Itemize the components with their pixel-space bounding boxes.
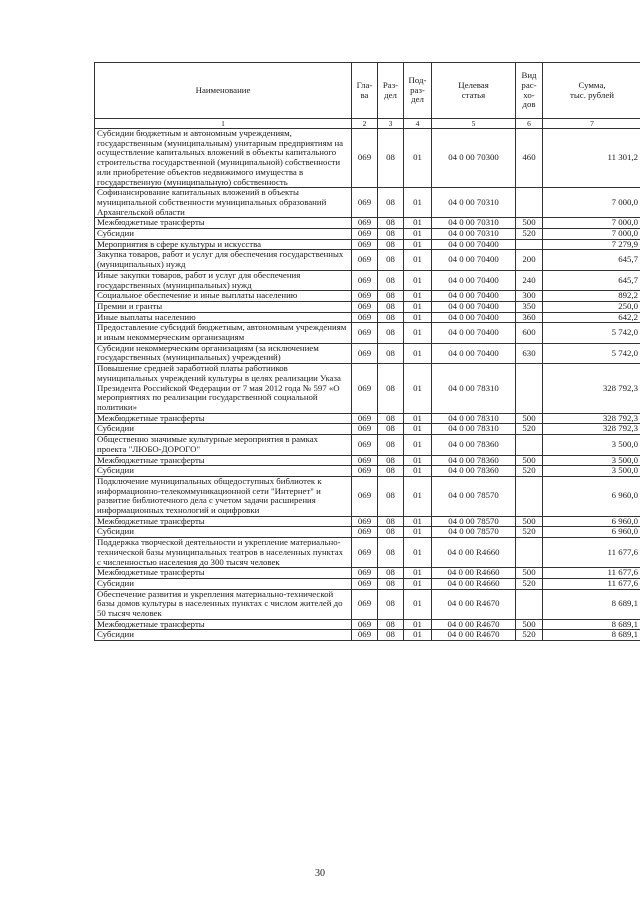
cell-chapter: 069 xyxy=(352,343,378,363)
cell-section: 08 xyxy=(378,538,404,568)
cell-target-article: 04 0 00 78360 xyxy=(432,466,516,477)
table-row xyxy=(95,578,640,589)
cell-subsection: 01 xyxy=(404,301,432,312)
cell-target-article: 04 0 00 70310 xyxy=(432,229,516,240)
cell-section: 08 xyxy=(378,229,404,240)
header-target-article: Целевая статья xyxy=(432,63,516,119)
cell-subsection: 01 xyxy=(404,589,432,619)
table-row xyxy=(95,619,640,630)
cell-amount: 642,2 xyxy=(543,312,640,323)
cell-name: Межбюджетные трансферты xyxy=(95,218,352,229)
cell-expense-type: 500 xyxy=(516,516,543,527)
cell-expense-type: 520 xyxy=(516,527,543,538)
page-number: 30 xyxy=(315,868,325,879)
cell-subsection: 01 xyxy=(404,527,432,538)
cell-chapter: 069 xyxy=(352,630,378,641)
header-name: Наименование xyxy=(95,63,352,119)
table-row xyxy=(95,568,640,579)
cell-target-article: 04 0 00 70310 xyxy=(432,188,516,218)
cell-target-article: 04 0 00 78570 xyxy=(432,527,516,538)
table-row xyxy=(95,455,640,466)
table-row xyxy=(95,239,640,250)
cell-section: 08 xyxy=(378,218,404,229)
table-row xyxy=(95,527,640,538)
cell-name: Обеспечение развития и укрепления материально-технической базы домов культуры в населенных пунктах с числом жителей до 50 тысяч человек xyxy=(95,589,352,619)
table-row xyxy=(95,589,640,619)
table-row xyxy=(95,129,640,188)
cell-section: 08 xyxy=(378,455,404,466)
cell-section: 08 xyxy=(378,527,404,538)
cell-section: 08 xyxy=(378,619,404,630)
cell-subsection: 01 xyxy=(404,466,432,477)
cell-target-article: 04 0 00 78310 xyxy=(432,424,516,435)
cell-amount: 11 677,6 xyxy=(543,568,640,579)
cell-expense-type: 520 xyxy=(516,630,543,641)
cell-target-article: 04 0 00 R4660 xyxy=(432,538,516,568)
table-row xyxy=(95,364,640,414)
table-row xyxy=(95,538,640,568)
cell-subsection: 01 xyxy=(404,413,432,424)
table-row xyxy=(95,218,640,229)
cell-subsection: 01 xyxy=(404,250,432,270)
cell-expense-type: 500 xyxy=(516,218,543,229)
cell-chapter: 069 xyxy=(352,589,378,619)
table-row xyxy=(95,312,640,323)
cell-name: Субсидии xyxy=(95,578,352,589)
table-row xyxy=(95,188,640,218)
table-row xyxy=(95,516,640,527)
cell-chapter: 069 xyxy=(352,250,378,270)
cell-chapter: 069 xyxy=(352,527,378,538)
cell-subsection: 01 xyxy=(404,323,432,343)
cell-expense-type xyxy=(516,435,543,455)
cell-target-article: 04 0 00 78570 xyxy=(432,476,516,516)
cell-chapter: 069 xyxy=(352,218,378,229)
cell-name: Субсидии xyxy=(95,527,352,538)
cell-amount: 328 792,3 xyxy=(543,364,640,414)
cell-subsection: 01 xyxy=(404,129,432,188)
cell-section: 08 xyxy=(378,435,404,455)
cell-subsection: 01 xyxy=(404,270,432,290)
cell-subsection: 01 xyxy=(404,424,432,435)
cell-section: 08 xyxy=(378,291,404,302)
cell-section: 08 xyxy=(378,466,404,477)
cell-target-article: 04 0 00 70400 xyxy=(432,250,516,270)
cell-target-article: 04 0 00 70400 xyxy=(432,270,516,290)
cell-name: Поддержка творческой деятельности и укрепление материально-технической базы муниципальных театров в населенных пунктах с численностью населения до 300 тысяч человек xyxy=(95,538,352,568)
cell-expense-type: 500 xyxy=(516,413,543,424)
cell-expense-type: 360 xyxy=(516,312,543,323)
cell-expense-type: 500 xyxy=(516,619,543,630)
cell-section: 08 xyxy=(378,630,404,641)
column-number-row xyxy=(95,119,640,129)
cell-chapter: 069 xyxy=(352,129,378,188)
table-row xyxy=(95,291,640,302)
cell-subsection: 01 xyxy=(404,578,432,589)
cell-section: 08 xyxy=(378,364,404,414)
cell-amount: 645,7 xyxy=(543,250,640,270)
cell-amount: 7 279,9 xyxy=(543,239,640,250)
cell-chapter: 069 xyxy=(352,188,378,218)
cell-name: Субсидии xyxy=(95,229,352,240)
cell-target-article: 04 0 00 70400 xyxy=(432,343,516,363)
table-row xyxy=(95,466,640,477)
cell-amount: 3 500,0 xyxy=(543,466,640,477)
table-row xyxy=(95,250,640,270)
cell-target-article: 04 0 00 R4660 xyxy=(432,568,516,579)
cell-name: Субсидии некоммерческим организациям (за исключением государственных (муниципальных) учреждений) xyxy=(95,343,352,363)
cell-expense-type: 350 xyxy=(516,301,543,312)
column-number: 7 xyxy=(543,119,640,129)
cell-chapter: 069 xyxy=(352,229,378,240)
cell-name: Субсидии xyxy=(95,466,352,477)
column-number: 4 xyxy=(404,119,432,129)
cell-chapter: 069 xyxy=(352,270,378,290)
cell-expense-type: 630 xyxy=(516,343,543,363)
cell-target-article: 04 0 00 78360 xyxy=(432,435,516,455)
cell-amount: 3 500,0 xyxy=(543,455,640,466)
cell-chapter: 069 xyxy=(352,291,378,302)
column-number: 2 xyxy=(352,119,378,129)
cell-target-article: 04 0 00 70400 xyxy=(432,291,516,302)
cell-subsection: 01 xyxy=(404,229,432,240)
cell-subsection: 01 xyxy=(404,364,432,414)
table-row xyxy=(95,424,640,435)
table-row xyxy=(95,435,640,455)
cell-target-article: 04 0 00 70310 xyxy=(432,218,516,229)
cell-target-article: 04 0 00 70400 xyxy=(432,301,516,312)
cell-subsection: 01 xyxy=(404,312,432,323)
table-body xyxy=(95,129,640,641)
cell-target-article: 04 0 00 R4670 xyxy=(432,619,516,630)
cell-subsection: 01 xyxy=(404,568,432,579)
cell-subsection: 01 xyxy=(404,516,432,527)
cell-expense-type xyxy=(516,589,543,619)
cell-chapter: 069 xyxy=(352,619,378,630)
cell-subsection: 01 xyxy=(404,291,432,302)
cell-name: Иные выплаты населению xyxy=(95,312,352,323)
cell-chapter: 069 xyxy=(352,364,378,414)
cell-chapter: 069 xyxy=(352,466,378,477)
cell-name: Общественно значимые культурные мероприятия в рамках проекта "ЛЮБО-ДОРОГО" xyxy=(95,435,352,455)
cell-expense-type: 520 xyxy=(516,466,543,477)
cell-subsection: 01 xyxy=(404,239,432,250)
cell-expense-type: 200 xyxy=(516,250,543,270)
cell-chapter: 069 xyxy=(352,538,378,568)
header-chapter: Гла- ва xyxy=(352,63,378,119)
cell-subsection: 01 xyxy=(404,630,432,641)
cell-target-article: 04 0 00 78310 xyxy=(432,413,516,424)
cell-chapter: 069 xyxy=(352,476,378,516)
cell-name: Подключение муниципальных общедоступных библиотек к информационно-телекоммуникационной сети "Интернет" и развитие библиотечного дела с учетом задачи расширения информационных технологий и оцифровки xyxy=(95,476,352,516)
cell-name: Межбюджетные трансферты xyxy=(95,516,352,527)
cell-section: 08 xyxy=(378,516,404,527)
budget-table xyxy=(94,62,640,641)
table-row xyxy=(95,476,640,516)
cell-name: Межбюджетные трансферты xyxy=(95,619,352,630)
cell-expense-type xyxy=(516,188,543,218)
column-number: 5 xyxy=(432,119,516,129)
cell-name: Межбюджетные трансферты xyxy=(95,568,352,579)
cell-amount: 11 301,2 xyxy=(543,129,640,188)
cell-subsection: 01 xyxy=(404,455,432,466)
cell-amount: 7 000,0 xyxy=(543,188,640,218)
cell-target-article: 04 0 00 78570 xyxy=(432,516,516,527)
cell-expense-type: 600 xyxy=(516,323,543,343)
cell-amount: 6 960,0 xyxy=(543,527,640,538)
cell-chapter: 069 xyxy=(352,312,378,323)
cell-chapter: 069 xyxy=(352,435,378,455)
header-expense-type: Вид рас- хо- дов xyxy=(516,63,543,119)
cell-amount: 7 000,0 xyxy=(543,218,640,229)
cell-section: 08 xyxy=(378,129,404,188)
cell-section: 08 xyxy=(378,413,404,424)
cell-amount: 6 960,0 xyxy=(543,516,640,527)
cell-chapter: 069 xyxy=(352,578,378,589)
cell-subsection: 01 xyxy=(404,476,432,516)
cell-chapter: 069 xyxy=(352,424,378,435)
cell-subsection: 01 xyxy=(404,343,432,363)
cell-section: 08 xyxy=(378,476,404,516)
table-header-row xyxy=(95,63,640,119)
cell-name: Премии и гранты xyxy=(95,301,352,312)
cell-expense-type xyxy=(516,364,543,414)
cell-expense-type: 520 xyxy=(516,424,543,435)
cell-section: 08 xyxy=(378,323,404,343)
cell-amount: 3 500,0 xyxy=(543,435,640,455)
cell-chapter: 069 xyxy=(352,568,378,579)
cell-chapter: 069 xyxy=(352,516,378,527)
cell-target-article: 04 0 00 70400 xyxy=(432,323,516,343)
cell-expense-type: 520 xyxy=(516,229,543,240)
cell-target-article: 04 0 00 R4660 xyxy=(432,578,516,589)
cell-expense-type: 520 xyxy=(516,578,543,589)
table-row xyxy=(95,413,640,424)
cell-section: 08 xyxy=(378,239,404,250)
cell-name: Иные закупки товаров, работ и услуг для обеспечения государственных (муниципальных) нужд xyxy=(95,270,352,290)
cell-amount: 11 677,6 xyxy=(543,578,640,589)
cell-expense-type: 500 xyxy=(516,455,543,466)
cell-section: 08 xyxy=(378,250,404,270)
cell-name: Межбюджетные трансферты xyxy=(95,455,352,466)
cell-target-article: 04 0 00 78310 xyxy=(432,364,516,414)
cell-amount: 328 792,3 xyxy=(543,424,640,435)
cell-section: 08 xyxy=(378,568,404,579)
cell-name: Субсидии бюджетным и автономным учреждениям, государственным (муниципальным) унитарным предприятиям на осуществление капитальных вложений в объекты капитального строительства государственной (муниципальной) собственности или приобретение объектов недвижимого имущества в государственную (муниципальную) собственность xyxy=(95,129,352,188)
cell-amount: 5 742,0 xyxy=(543,323,640,343)
cell-section: 08 xyxy=(378,343,404,363)
cell-name: Субсидии xyxy=(95,630,352,641)
cell-amount: 5 742,0 xyxy=(543,343,640,363)
table-row xyxy=(95,323,640,343)
cell-amount: 8 689,1 xyxy=(543,630,640,641)
cell-expense-type xyxy=(516,239,543,250)
cell-name: Предоставление субсидий бюджетным, автономным учреждениям и иным некоммерческим организациям xyxy=(95,323,352,343)
cell-section: 08 xyxy=(378,188,404,218)
cell-name: Межбюджетные трансферты xyxy=(95,413,352,424)
cell-amount: 8 689,1 xyxy=(543,589,640,619)
cell-section: 08 xyxy=(378,301,404,312)
cell-target-article: 04 0 00 78360 xyxy=(432,455,516,466)
cell-amount: 11 677,6 xyxy=(543,538,640,568)
cell-expense-type: 460 xyxy=(516,129,543,188)
cell-name: Социальное обеспечение и иные выплаты населению xyxy=(95,291,352,302)
cell-chapter: 069 xyxy=(352,301,378,312)
cell-target-article: 04 0 00 R4670 xyxy=(432,589,516,619)
cell-amount: 645,7 xyxy=(543,270,640,290)
cell-amount: 6 960,0 xyxy=(543,476,640,516)
table-row xyxy=(95,229,640,240)
cell-name: Закупка товаров, работ и услуг для обеспечения государственных (муниципальных) нужд xyxy=(95,250,352,270)
cell-amount: 250,0 xyxy=(543,301,640,312)
cell-chapter: 069 xyxy=(352,323,378,343)
column-number: 1 xyxy=(95,119,352,129)
cell-target-article: 04 0 00 70300 xyxy=(432,129,516,188)
cell-section: 08 xyxy=(378,312,404,323)
cell-section: 08 xyxy=(378,578,404,589)
cell-name: Субсидии xyxy=(95,424,352,435)
cell-subsection: 01 xyxy=(404,435,432,455)
cell-section: 08 xyxy=(378,589,404,619)
cell-expense-type: 300 xyxy=(516,291,543,302)
cell-amount: 7 000,0 xyxy=(543,229,640,240)
header-subsection: Под- раз- дел xyxy=(404,63,432,119)
cell-name: Повышение средней заработной платы работников муниципальных учреждений культуры в целях реализации Указа Президента Российской Федерации от 7 мая 2012 года № 597 «О мероприятиях по реализации государственной социальной политики» xyxy=(95,364,352,414)
cell-subsection: 01 xyxy=(404,218,432,229)
cell-section: 08 xyxy=(378,270,404,290)
cell-expense-type: 500 xyxy=(516,568,543,579)
cell-subsection: 01 xyxy=(404,538,432,568)
cell-expense-type xyxy=(516,476,543,516)
cell-name: Софинансирование капитальных вложений в объекты муниципальной собственности муниципальных образований Архангельской области xyxy=(95,188,352,218)
cell-expense-type: 240 xyxy=(516,270,543,290)
cell-target-article: 04 0 00 70400 xyxy=(432,312,516,323)
cell-section: 08 xyxy=(378,424,404,435)
header-amount: Сумма, тыс. рублей xyxy=(543,63,640,119)
cell-expense-type xyxy=(516,538,543,568)
table-row xyxy=(95,301,640,312)
table-row xyxy=(95,343,640,363)
column-number: 6 xyxy=(516,119,543,129)
cell-name: Мероприятия в сфере культуры и искусства xyxy=(95,239,352,250)
cell-subsection: 01 xyxy=(404,619,432,630)
table-row xyxy=(95,630,640,641)
cell-target-article: 04 0 00 70400 xyxy=(432,239,516,250)
cell-amount: 892,2 xyxy=(543,291,640,302)
cell-amount: 328 792,3 xyxy=(543,413,640,424)
cell-chapter: 069 xyxy=(352,239,378,250)
cell-target-article: 04 0 00 R4670 xyxy=(432,630,516,641)
cell-subsection: 01 xyxy=(404,188,432,218)
cell-chapter: 069 xyxy=(352,455,378,466)
table-row xyxy=(95,270,640,290)
cell-chapter: 069 xyxy=(352,413,378,424)
column-number: 3 xyxy=(378,119,404,129)
cell-amount: 8 689,1 xyxy=(543,619,640,630)
header-section: Раз- дел xyxy=(378,63,404,119)
